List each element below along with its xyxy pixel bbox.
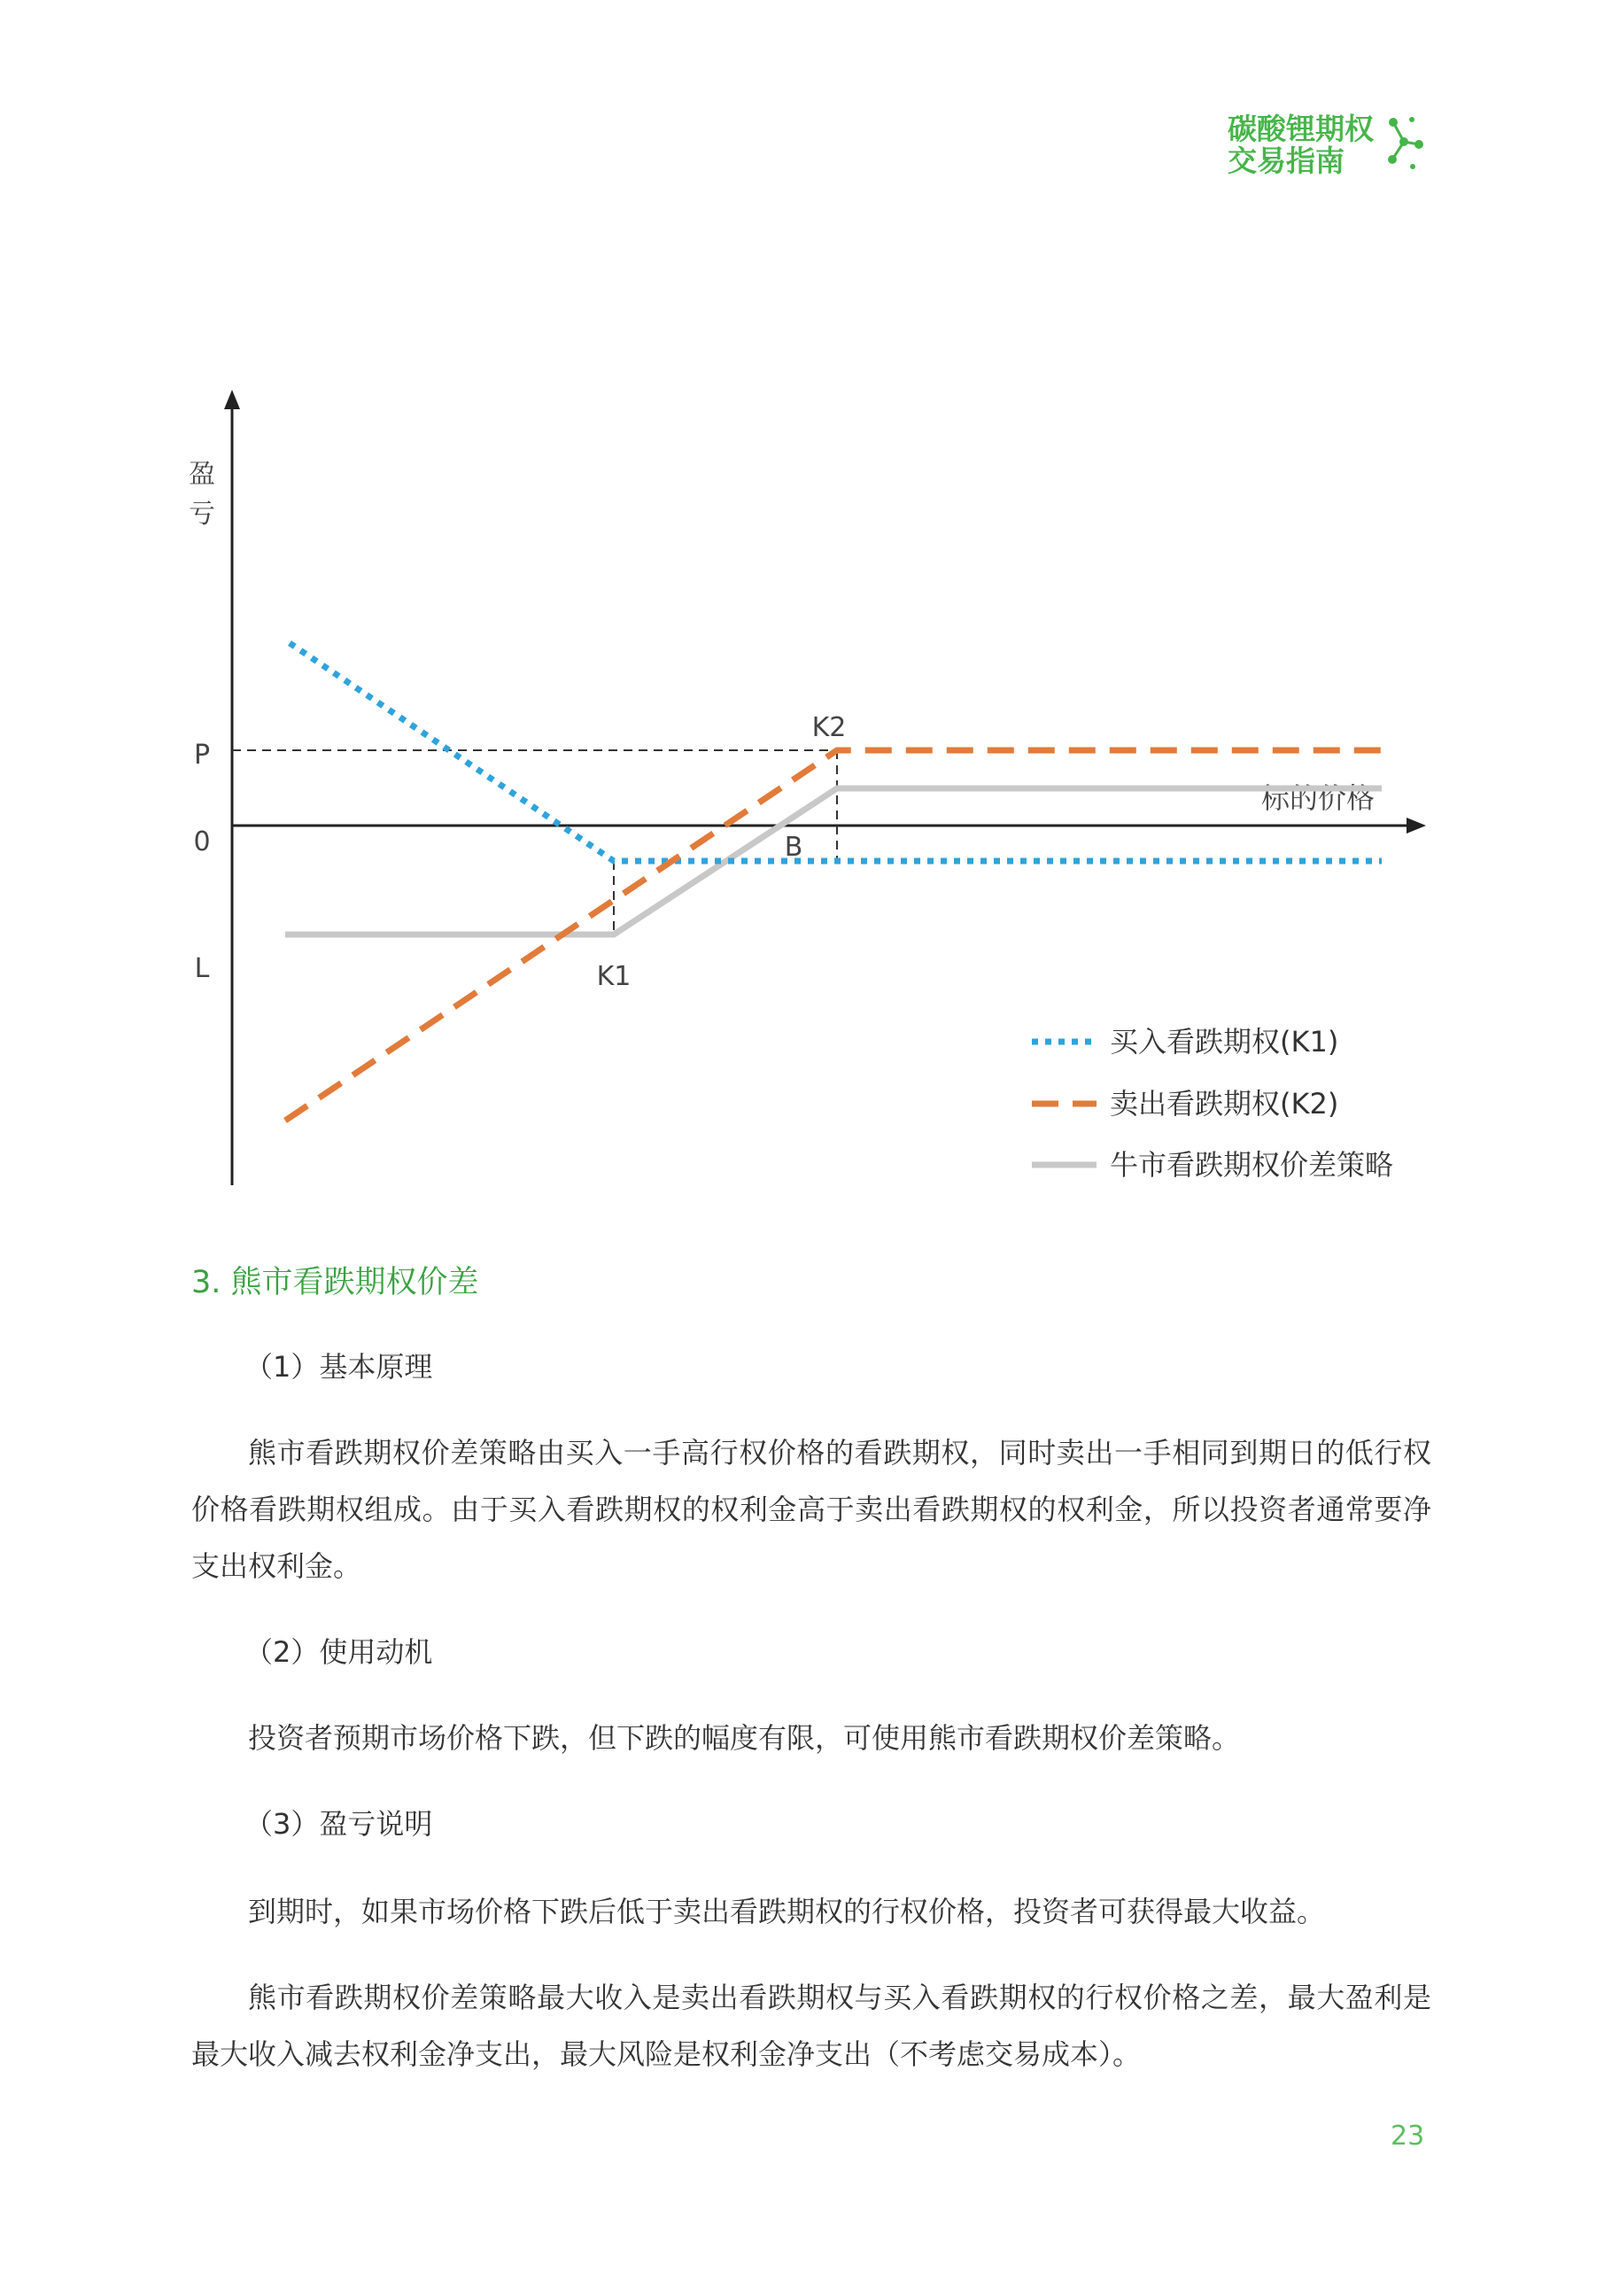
legend <box>1032 1025 1393 1182</box>
x-axis-label: 标的价格 <box>1260 781 1375 815</box>
legend-label-spread: 牛市看跌期权价差策略 <box>1110 1148 1394 1182</box>
y-axis-label-2: 亏 <box>189 499 215 530</box>
legend-label-short-put: 卖出看跌期权(K2) <box>1110 1087 1339 1121</box>
page-number: 23 <box>1391 2121 1425 2152</box>
x-axis-arrow <box>1407 818 1426 834</box>
y-tick-label-0: 0 <box>193 826 211 857</box>
paragraph-pnl-2: 熊市看跌期权价差策略最大收入是卖出看跌期权与买入看跌期权的行权价格之差，最大盈利是最大收入减去权利金净支出，最大风险是权利金净支出（不考虑交易成本）。 <box>191 1981 1431 2071</box>
sub-heading-motivation: （2）使用动机 <box>244 1635 433 1669</box>
legend-label-long-put: 买入看跌期权(K1) <box>1110 1025 1339 1059</box>
y-tick-label-l: L <box>194 953 210 984</box>
k2-label: K2 <box>811 712 847 743</box>
paragraph-principle: 熊市看跌期权价差策略由买入一手高行权价格的看跌期权，同时卖出一手相同到期日的低行权价格看跌期权组成。由于买入看跌期权的权利金高于卖出看跌期权的权利金，所以投资者通常要净支出权利金。 <box>191 1436 1431 1583</box>
y-tick-label-p: P <box>193 740 211 771</box>
y-axis-label-1: 盈 <box>189 459 215 490</box>
y-axis-arrow <box>224 390 240 409</box>
section-heading: 3. 熊市看跌期权价差 <box>191 1265 479 1300</box>
header-title-line2: 交易指南 <box>1228 144 1345 178</box>
sub-heading-principle: （1）基本原理 <box>244 1350 433 1384</box>
k1-label: K1 <box>596 961 632 992</box>
series-bull-put-spread <box>285 788 1382 935</box>
paragraph-motivation: 投资者预期市场价格下跌，但下跌的幅度有限，可使用熊市看跌期权价差策略。 <box>248 1721 1241 1755</box>
header-title-line1: 碳酸锂期权 <box>1228 112 1374 146</box>
paragraph-pnl-1: 到期时，如果市场价格下跌后低于卖出看跌期权的行权价格，投资者可获得最大收益。 <box>248 1895 1326 1928</box>
sub-heading-pnl: （3）盈亏说明 <box>244 1807 433 1841</box>
b-label: B <box>784 832 803 863</box>
